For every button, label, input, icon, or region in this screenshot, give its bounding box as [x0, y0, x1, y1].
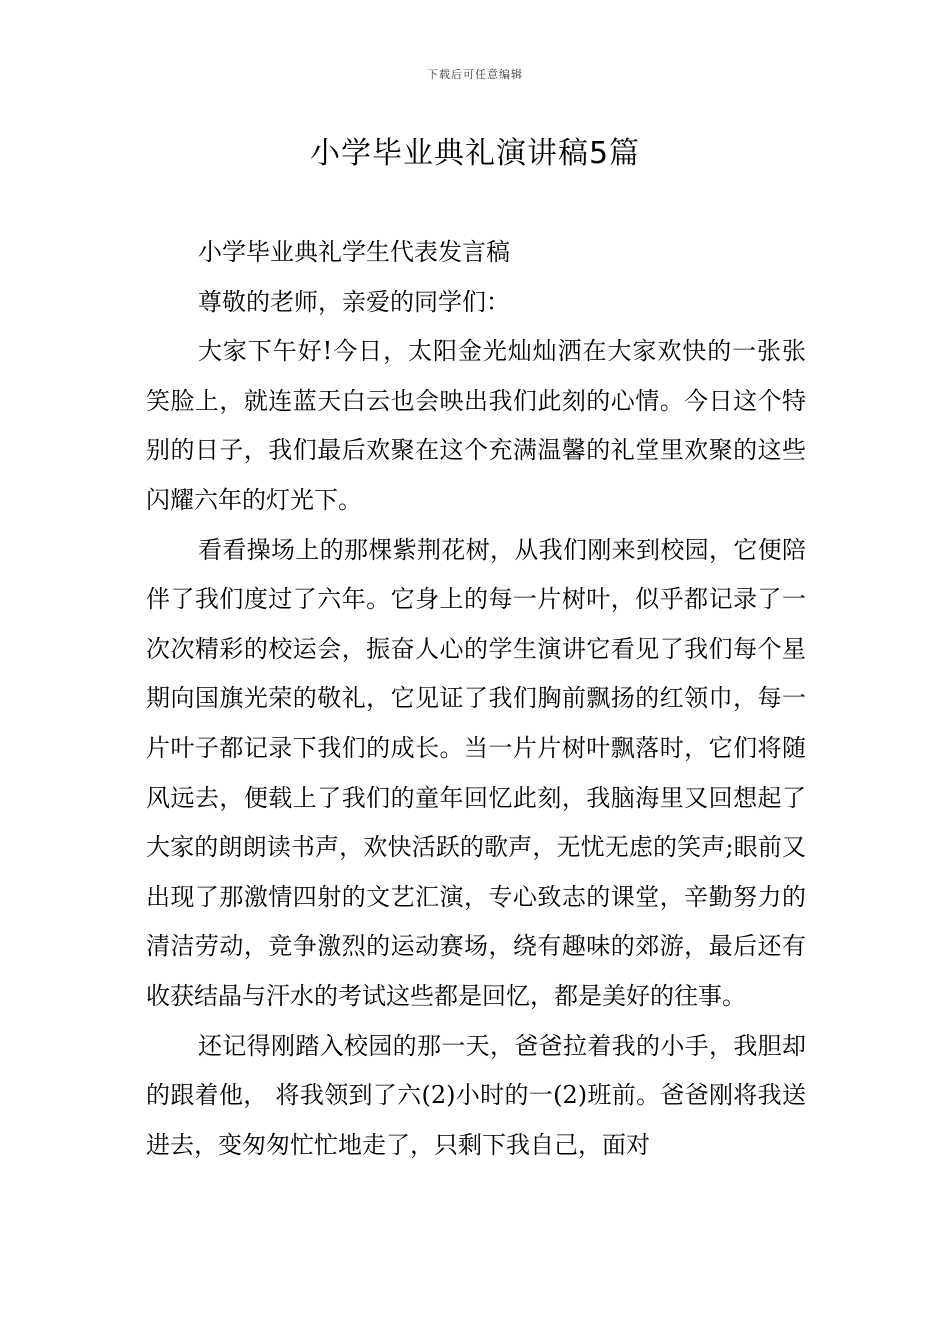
paragraph-salutation: 尊敬的老师，亲爱的同学们：	[198, 287, 510, 316]
paragraph: 还记得刚踏入校园的那一天，爸爸拉着我的小手，我胆却的跟着他， 将我领到了六(2)小时的一(2)班前。爸爸刚将我送进去，变匆匆忙忙地走了，只剩下我自己，面对	[146, 1031, 806, 1159]
header-note: 下载后可任意编辑	[427, 68, 523, 81]
paragraph-subtitle: 小学毕业典礼学生代表发言稿	[198, 238, 510, 266]
document-title: 小学毕业典礼演讲稿5篇	[309, 136, 641, 171]
document-body	[146, 228, 806, 1170]
paragraph: 大家下午好!今日，太阳金光灿灿洒在大家欢快的一张张笑脸上，就连蓝天白云也会映出我们此刻的心情。今日这个特别的日子，我们最后欢聚在这个充满温馨的礼堂里欢聚的这些闪耀六年的灯光下。	[146, 337, 806, 514]
paragraph: 看看操场上的那棵紫荆花树，从我们刚来到校园，它便陪伴了我们度过了六年。它身上的每一片树叶，似乎都记录了一次次精彩的校运会，振奋人心的学生演讲它看见了我们每个星期向国旗光荣的敬礼，它见证了我们胸前飘扬的红领巾，每一片叶子都记录下我们的成长。当一片片树叶飘落时，它们将随风远去，便载上了我们的童年回忆此刻，我脑海里又回想起了大家的朗朗读书声，欢快活跃的歌声，无忧无虑的笑声;眼前又出现了那激情四射的文艺汇演，专心致志的课堂，辛勤努力的清洁劳动，竞争激烈的运动赛场，绕有趣味的郊游，最后还有收获结晶与汗水的考试这些都是回忆，都是美好的往事。	[146, 535, 806, 1010]
